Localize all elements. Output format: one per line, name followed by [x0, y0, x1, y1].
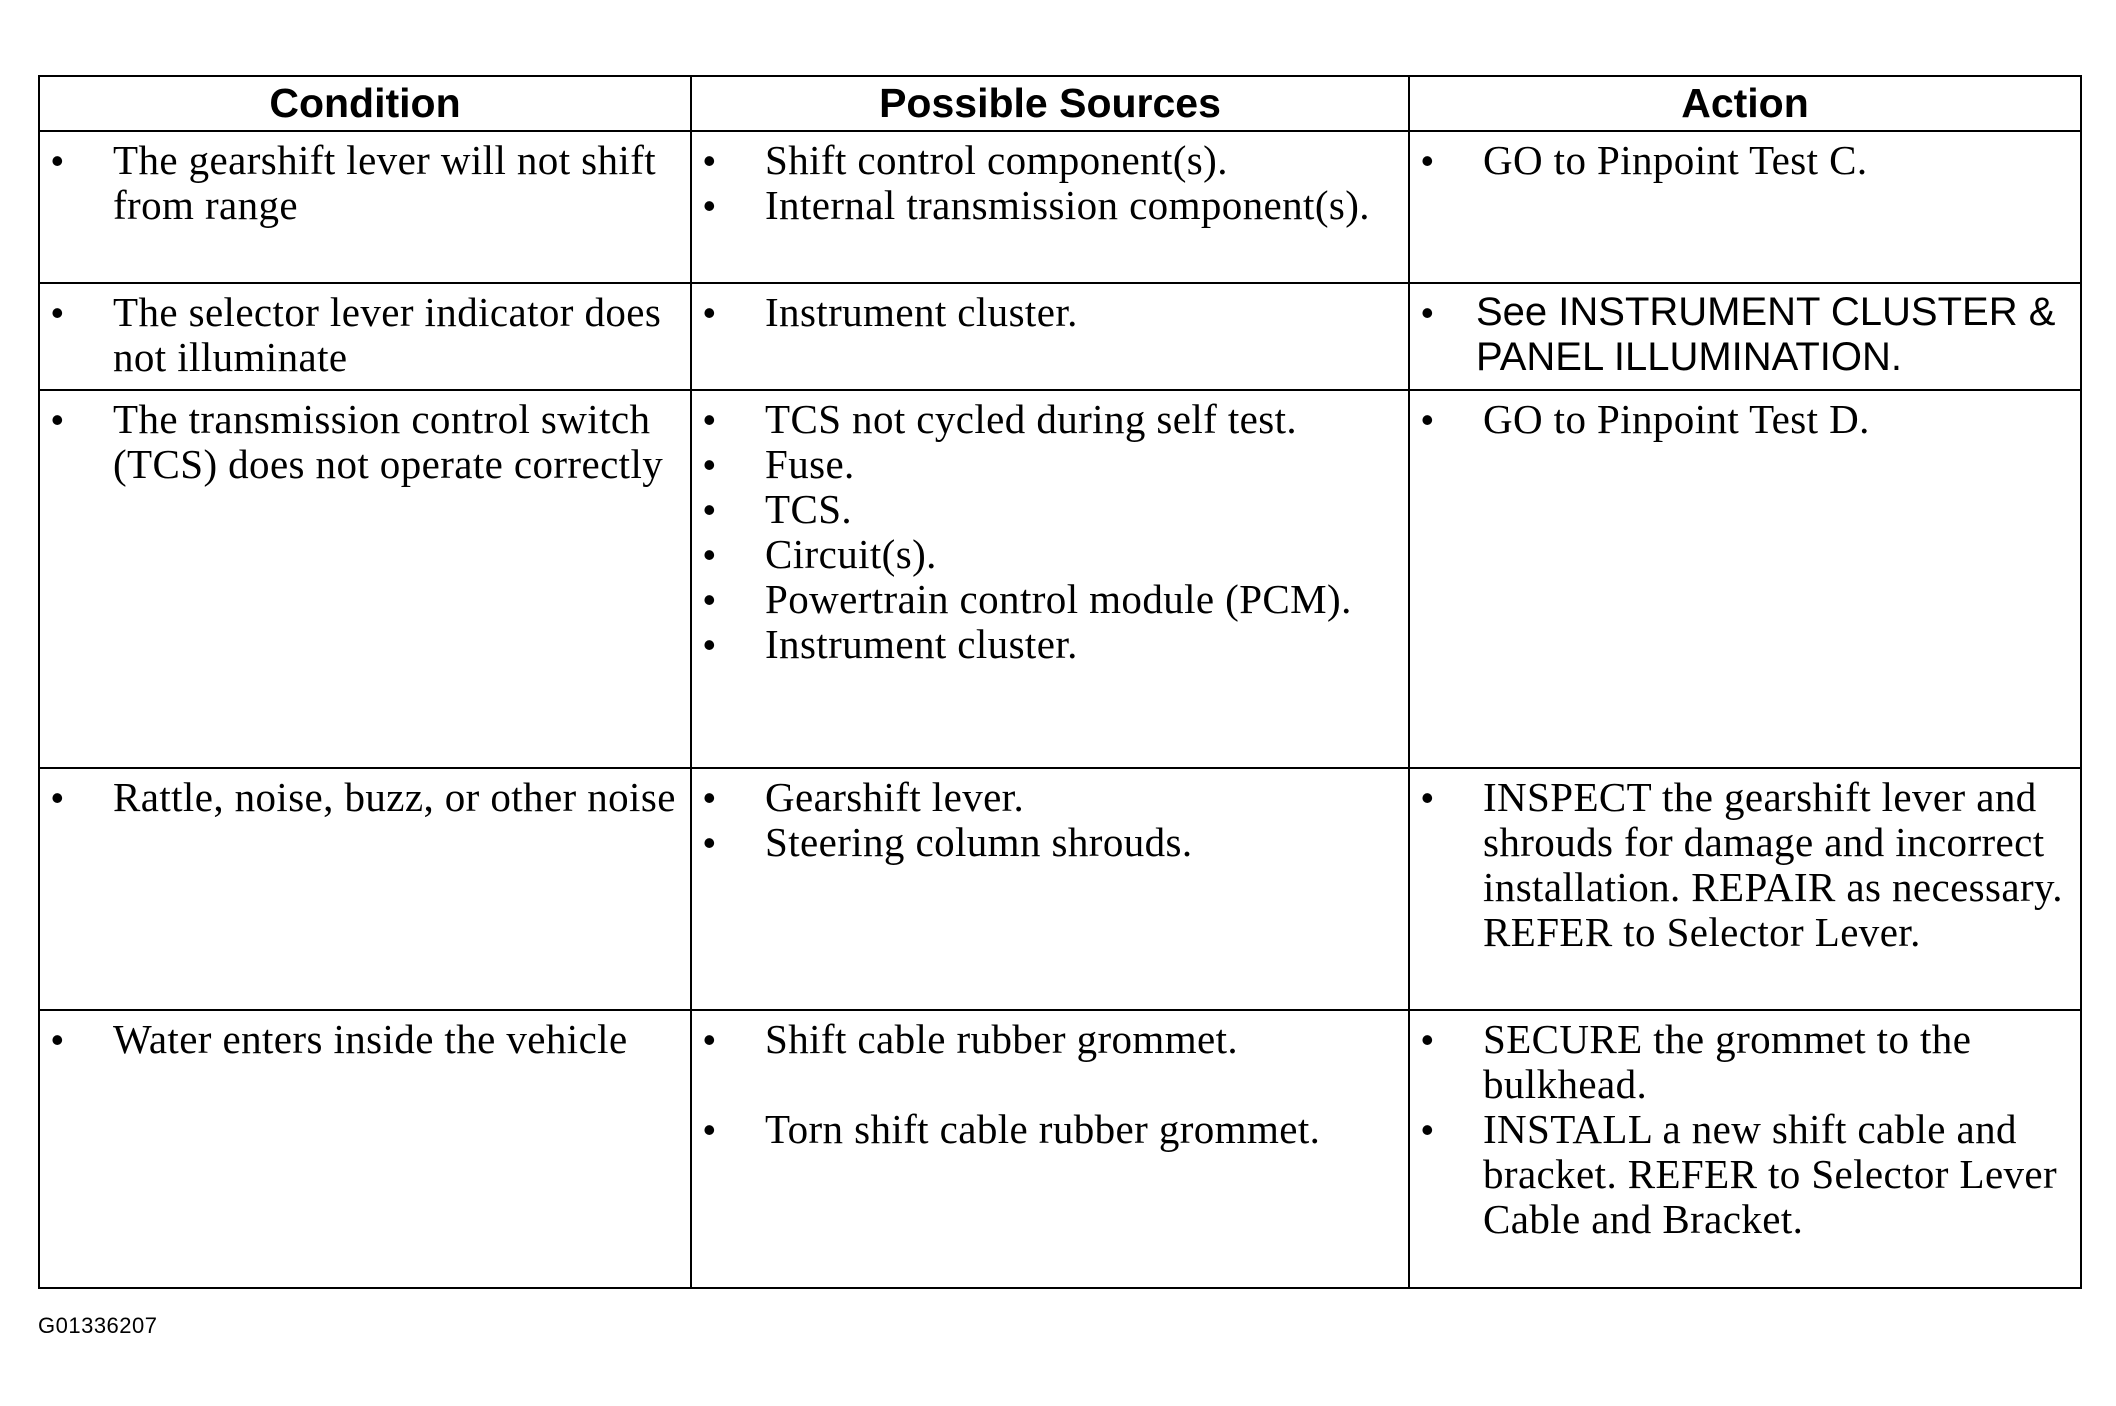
condition-cell [39, 283, 691, 390]
list-item: • SECURE the grommet to the bulkhead. [1410, 1017, 2066, 1107]
list-item: • Torn shift cable rubber grommet. [692, 1107, 1394, 1152]
list-item: • Rattle, noise, buzz, or other noise [40, 775, 676, 820]
action-cell [1409, 390, 2081, 768]
list-item: • The selector lever indicator does not illuminate [40, 290, 676, 380]
diagnosis-table [38, 75, 2082, 1289]
list-item: • Instrument cluster. [692, 290, 1394, 335]
sources-cell [691, 390, 1409, 768]
list-item: • Shift cable rubber grommet. [692, 1017, 1394, 1062]
list-item: • Steering column shrouds. [692, 820, 1394, 865]
list-item: • The transmission control switch (TCS) does not operate correctly [40, 397, 676, 487]
header-action: Action [1409, 76, 2081, 131]
condition-cell [39, 390, 691, 768]
list-item: • GO to Pinpoint Test C. [1410, 138, 2066, 183]
sources-cell [691, 1010, 1409, 1288]
list-item: • Circuit(s). [692, 532, 1394, 577]
sources-cell [691, 283, 1409, 390]
list-item: • TCS not cycled during self test. [692, 397, 1394, 442]
list-item: • INSPECT the gearshift lever and shrouds for damage and incorrect installation. REPAIR as necessary. REFER to Selector Lever. [1410, 775, 2066, 955]
list-item: • See INSTRUMENT CLUSTER & PANEL ILLUMINATION. [1410, 290, 2066, 380]
table-row [39, 283, 2081, 390]
list-item: • The gearshift lever will not shift from range [40, 138, 676, 228]
list-item: • TCS. [692, 487, 1394, 532]
action-cell [1409, 283, 2081, 390]
action-cell [1409, 131, 2081, 283]
table-row [39, 1010, 2081, 1288]
sources-cell [691, 768, 1409, 1010]
list-item: • Internal transmission component(s). [692, 183, 1394, 228]
header-possible-sources: Possible Sources [691, 76, 1409, 131]
list-item: • Powertrain control module (PCM). [692, 577, 1394, 622]
list-item: • Shift control component(s). [692, 138, 1394, 183]
list-item: • INSTALL a new shift cable and bracket. REFER to Selector Lever Cable and Bracket. [1410, 1107, 2066, 1242]
sources-cell [691, 131, 1409, 283]
table-row [39, 131, 2081, 283]
condition-cell [39, 768, 691, 1010]
table-row [39, 390, 2081, 768]
action-cell [1409, 1010, 2081, 1288]
condition-cell [39, 1010, 691, 1288]
table-row [39, 768, 2081, 1010]
list-item: • Fuse. [692, 442, 1394, 487]
action-cell [1409, 768, 2081, 1010]
header-condition: Condition [39, 76, 691, 131]
header-row [39, 76, 2081, 131]
condition-cell [39, 131, 691, 283]
list-item: • Gearshift lever. [692, 775, 1394, 820]
list-item: • Water enters inside the vehicle [40, 1017, 676, 1062]
list-item: • GO to Pinpoint Test D. [1410, 397, 2066, 442]
figure-id: G01336207 [38, 1313, 158, 1338]
list-item: • Instrument cluster. [692, 622, 1394, 667]
